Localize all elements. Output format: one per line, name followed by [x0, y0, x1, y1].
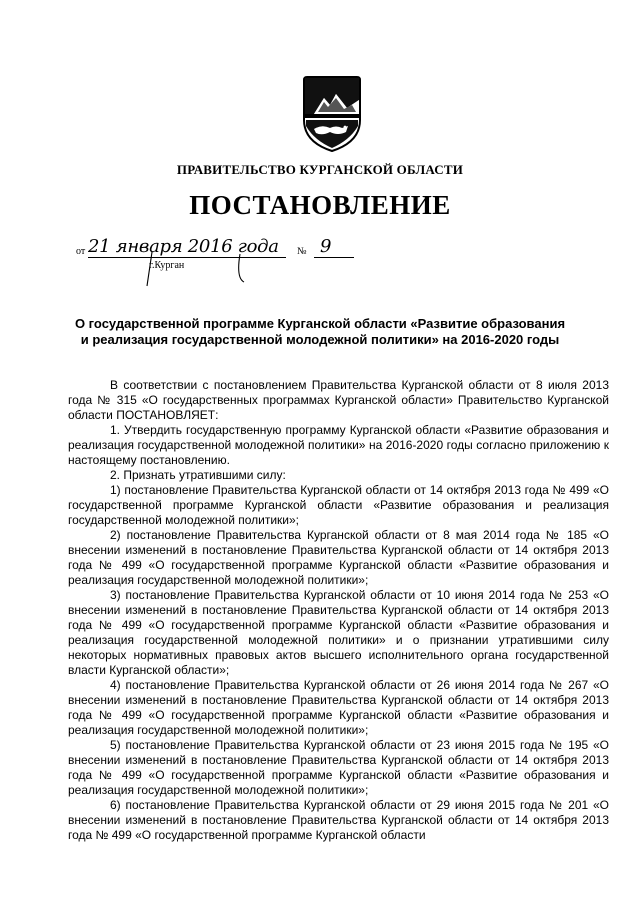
paragraph: В соответствии с постановлением Правительства Курганской области от 8 июля 2013 года № 315 «О государственных программах Курганской области» Правительство Курганской области ПОСТАНОВЛЯЕТ: — [68, 378, 609, 422]
title-line-1: О государственной программе Курганской области «Развитие образования — [74, 316, 566, 331]
paragraph: 5) постановление Правительства Курганской области от 23 июня 2015 года № 195 «О внесении изменений в постановление Правительства Курганской области от 14 октября 2013 года № 499 «О государственной программе Курганской области «Развитие образования и реализация государственной молодежной политики»; — [68, 738, 609, 797]
document-type: ПОСТАНОВЛЕНИЕ — [189, 190, 451, 220]
number-prefix: № — [297, 246, 307, 257]
paragraph: 3) постановление Правительства Курганской области от 10 июня 2014 года № 253 «О внесении изменений в постановление Правительства Курганской области от 14 октября 2013 года № 499 «О государственной программе Курганской области «Развитие образования и реализация государственной молодежной политики» и о признании утратившими силу некоторых нормативных правовых актов высшего исполнительного органа государственной власти Курганской области»; — [68, 588, 609, 677]
paragraph: 2. Признать утратившими силу: — [110, 468, 286, 482]
document-number: 9 — [320, 236, 332, 257]
paragraph: 1) постановление Правительства Курганской области от 14 октября 2013 года № 499 «О государственной программе Курганской области «Развитие образования и реализация государственной молодежной политики»; — [68, 483, 609, 527]
paragraph: 2) постановление Правительства Курганской области от 8 мая 2014 года № 185 «О внесении изменений в постановление Правительства Курганской области от 14 октября 2013 года № 499 «О государственной программе Курганской области «Развитие образования и реализация государственной молодежной политики»; — [68, 528, 609, 587]
paragraph: 4) постановление Правительства Курганской области от 26 июня 2014 года № 267 «О внесении изменений в постановление Правительства Курганской области от 14 октября 2013 года № 499 «О государственной программе Курганской области «Развитие образования и реализация государственной молодежной политики»; — [68, 678, 609, 737]
title-line-2: и реализация государственной молодежной политики» на 2016-2020 годы — [80, 332, 560, 347]
paragraph: 1. Утвердить государственную программу Курганской области «Развитие образования и реализация государственной молодежной политики» на 2016-2020 годы согласно приложению к настоящему постановлению. — [68, 423, 609, 467]
document-body — [68, 378, 609, 843]
city: г.Курган — [149, 260, 185, 271]
kurgan-coat-of-arms-icon — [300, 74, 364, 154]
number-underline — [314, 257, 354, 258]
government-name: ПРАВИТЕЛЬСТВО КУРГАНСКОЙ ОБЛАСТИ — [176, 162, 464, 177]
paragraph: 6) постановление Правительства Курганской области от 29 июня 2015 года № 201 «О внесении изменений в постановление Правительства Курганской области от 14 октября 2013 года № 499 «О государственной программе Курганской области — [68, 798, 609, 842]
date-prefix: от — [76, 246, 86, 257]
document-date: 21 января 2016 года — [88, 236, 279, 257]
document-title — [60, 316, 580, 348]
